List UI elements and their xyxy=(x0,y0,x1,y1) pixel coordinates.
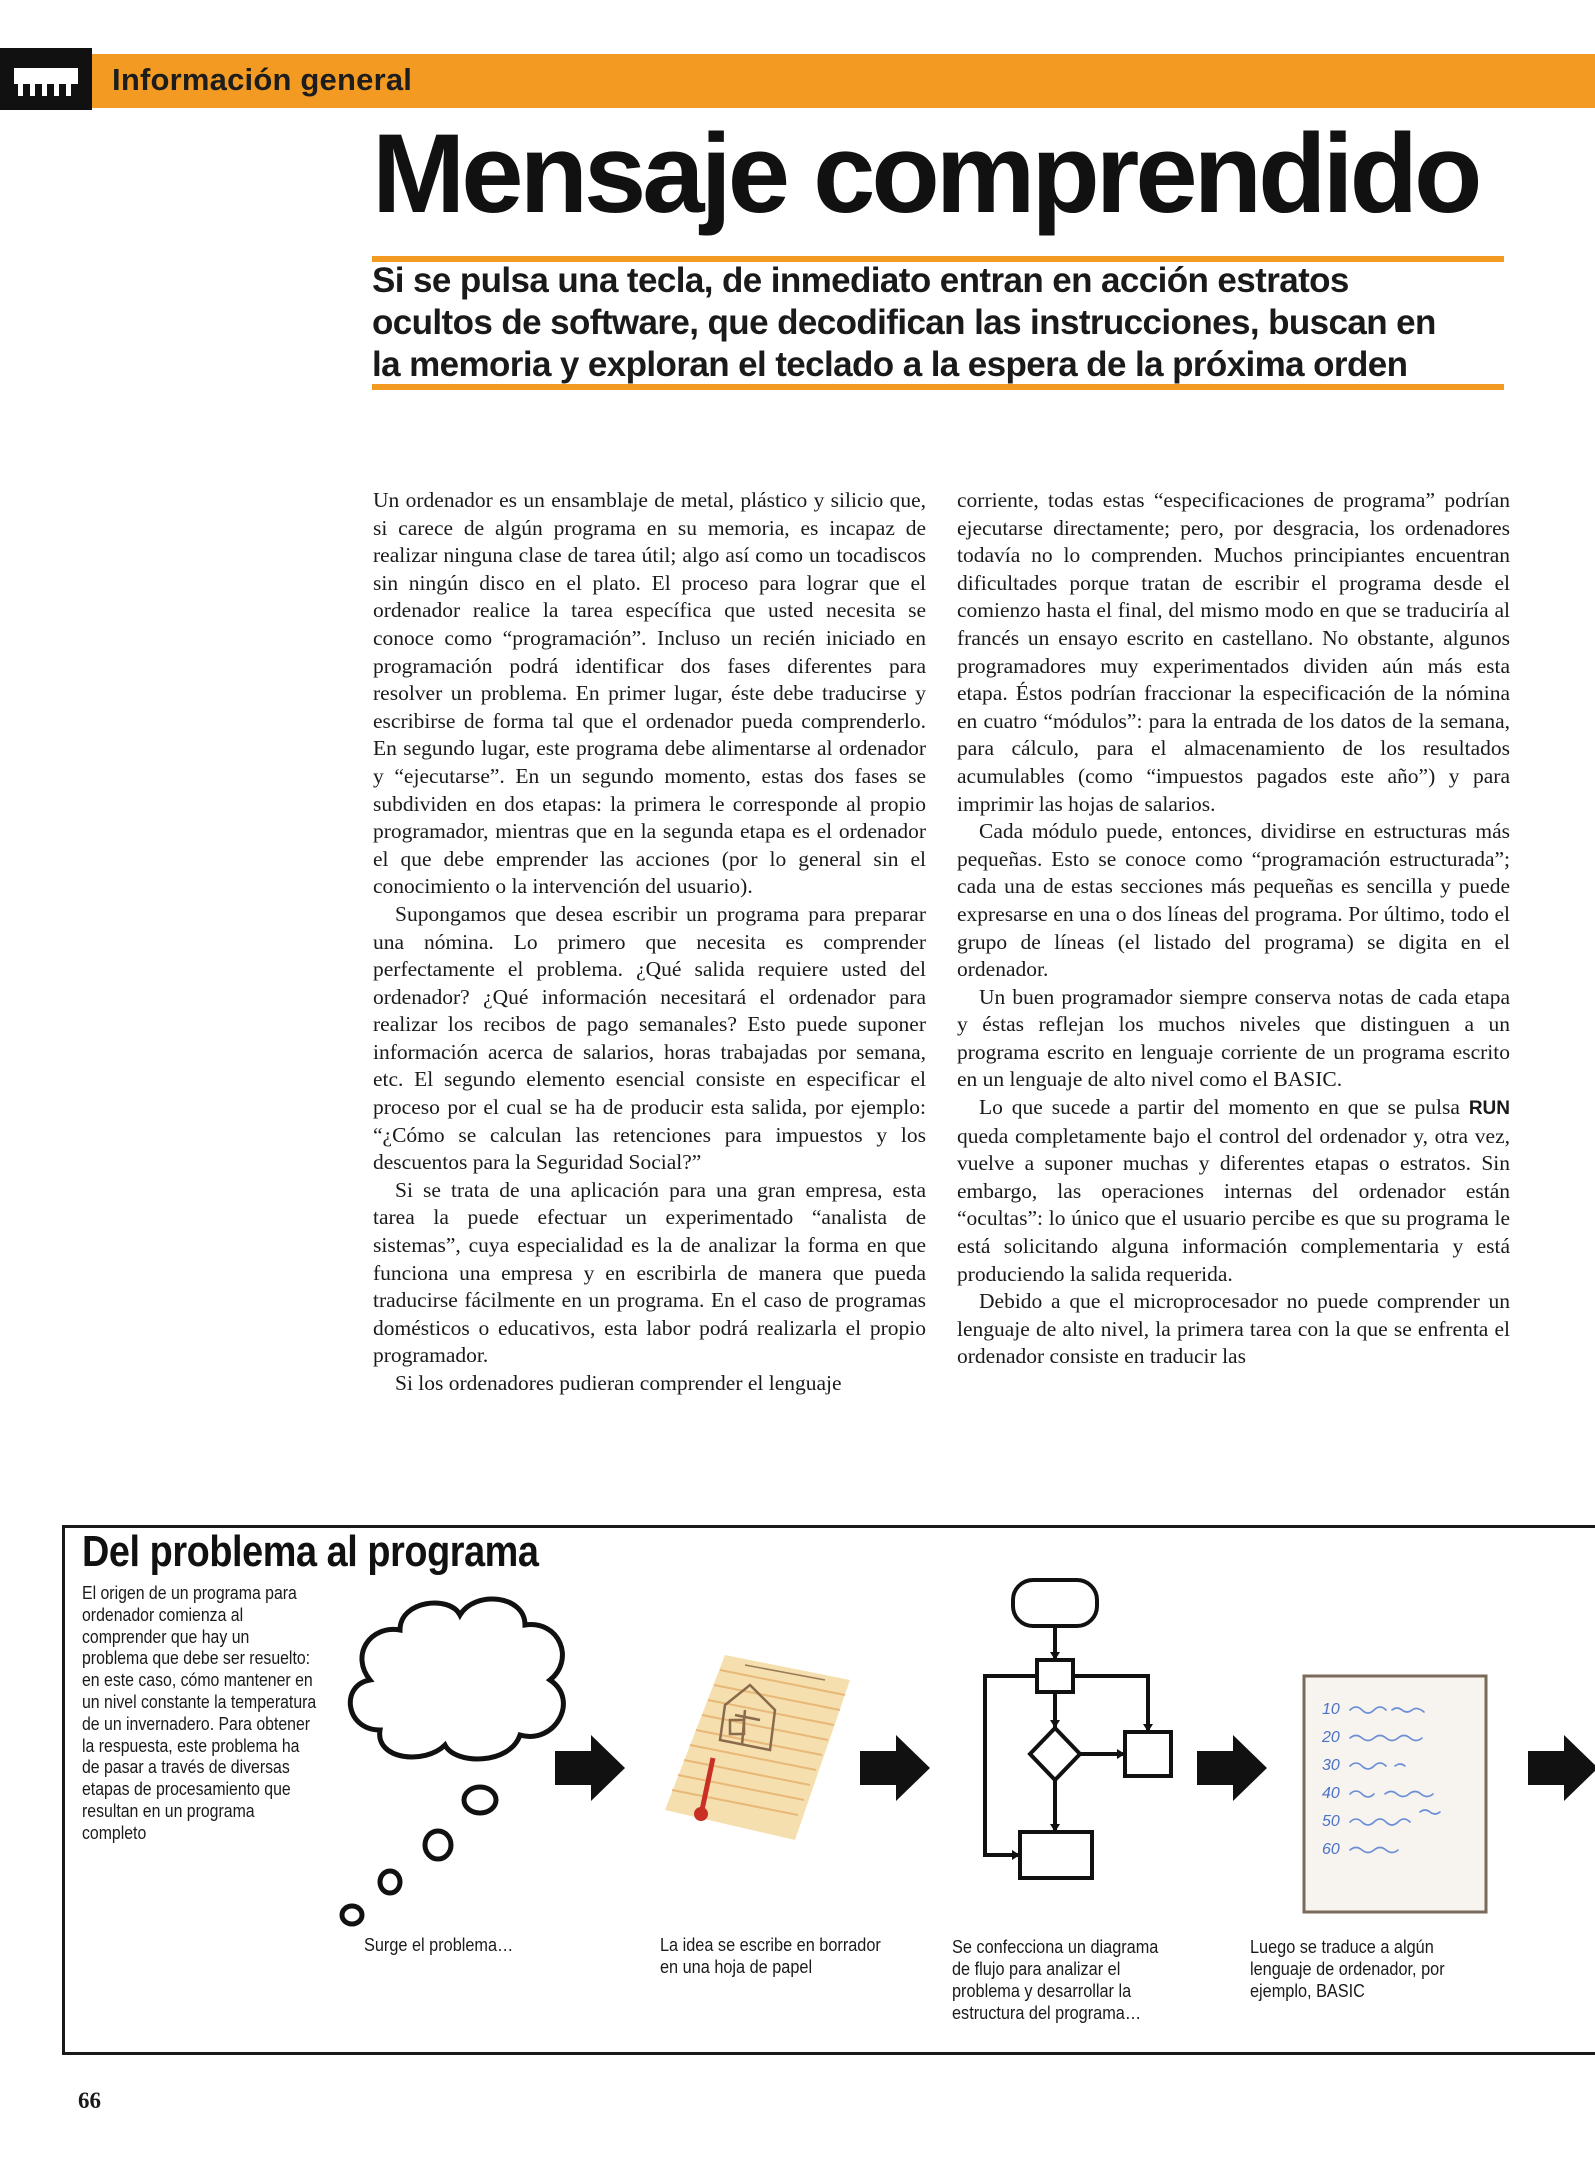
subtitle-line: Si se pulsa una tecla, de inmediato entran en acción estratos xyxy=(372,261,1349,300)
flowchart-illustration xyxy=(970,1570,1180,1890)
paragraph: Lo que sucede a partir del momento en que se pulsa RUN queda completamente bajo el control del ordenador y, otra vez, vuelve a suponer muchas y diferentes etapas o estratos. Sin embargo, las operaciones internas del ordenador están “ocultas”: lo único que el usuario percibe es que su programa le está solicitando alguna información complementaria y está produciendo la salida requerida. xyxy=(957,1095,1510,1286)
article-subtitle xyxy=(372,260,1522,386)
arrow-right-icon xyxy=(860,1735,932,1801)
article-column-right xyxy=(957,487,1510,1371)
caption-step-1: Surge el problema… xyxy=(364,1934,514,1955)
paragraph: Un ordenador es un ensamblaje de metal, plástico y silicio que, si carece de algún programa en su memoria, es incapaz de realizar ninguna clase de tarea útil; algo así como un tocadiscos sin ningún disco en el plato. El proceso para lograr que el ordenador realice la tarea específica que usted necesita se conoce como “programación”. Incluso un recién iniciado en programación podrá identificar dos fases diferentes para resolver un problema. En primer lugar, éste debe traducirse y escribirse de forma tal que el ordenador pueda comprenderlo. En segundo lugar, este programa debe alimentarse al ordenador y “ejecutarse”. En un segundo momento, estas dos fases se subdividen en dos etapas: la primera le corresponde al propio programador, mientras que en la segunda etapa es el ordenador el que debe emprender las acciones (por lo general sin el conocimiento o la intervención del usuario). xyxy=(373,488,926,899)
listing-line-number: 30 xyxy=(1322,1757,1340,1774)
paragraph: Si los ordenadores pudieran comprender el lenguaje xyxy=(395,1371,842,1395)
basic-keyword: BASIC xyxy=(1273,1067,1337,1092)
flowchart-process xyxy=(1037,1660,1073,1692)
listing-line-number: 60 xyxy=(1322,1841,1340,1858)
subtitle-line: ocultos de software, que decodifican las instrucciones, buscan en xyxy=(372,303,1436,342)
listing-line-number: 20 xyxy=(1322,1729,1340,1746)
paragraph: Cada módulo puede, entonces, dividirse en estructuras más pequeñas. Esto se conoce como “programación estructurada”; cada una de estas secciones más pequeñas es sencilla y puede expresarse en una o dos líneas del programa. Por último, todo el grupo de líneas (el listado del programa) se digita en el ordenador. xyxy=(957,819,1510,982)
arrow-right-icon xyxy=(1528,1735,1595,1801)
caption-step-4: Luego se traduce a algún lenguaje de ordenador, por ejemplo, BASIC xyxy=(1250,1936,1445,2001)
flowchart-process xyxy=(1125,1732,1171,1776)
basic-keyword: BASIC xyxy=(1316,1980,1365,2001)
section-label: Información general xyxy=(112,62,413,97)
section-icon xyxy=(0,48,92,110)
paragraph: Un buen programador siempre conserva notas de cada etapa y éstas reflejan los muchos niveles que distinguen a un programa escrito en lenguaje corriente de un programa escrito en un lenguaje de alto nivel como el BASIC. xyxy=(957,984,1510,1092)
listing-line-number: 50 xyxy=(1322,1813,1340,1830)
paragraph: Debido a que el microprocesador no puede comprender un lenguaje de alto nivel, la primera tarea con la que se enfrenta el ordenador consiste en traducir las xyxy=(957,1289,1510,1369)
bubble-icon xyxy=(464,1787,496,1813)
infobox-title: Del problema al programa xyxy=(82,1527,539,1576)
page-title: Mensaje comprendido xyxy=(372,111,1479,236)
flowchart-terminal xyxy=(1013,1580,1097,1626)
article-column-left xyxy=(373,487,926,1398)
bubble-icon xyxy=(342,1906,362,1924)
arrow-right-icon xyxy=(555,1735,627,1801)
cloud-icon xyxy=(350,1599,563,1759)
subtitle-line: la memoria y exploran el teclado a la espera de la próxima orden xyxy=(372,345,1408,384)
program-listing-illustration xyxy=(1300,1672,1490,1917)
listing-line-number: 40 xyxy=(1322,1785,1340,1802)
chip-icon xyxy=(10,62,82,98)
subtitle-bottom-rule xyxy=(372,384,1504,390)
listing-line-number: 10 xyxy=(1322,1701,1340,1718)
paragraph: corriente, todas estas “especificaciones de programa” podrían ejecutarse directamente; pero, por desgracia, los ordenadores todavía no lo comprenden. Muchos principiantes encuentran dificultades porque tratan de escribir el programa desde el comienzo hasta el final, del mismo modo en que se traduciría al francés un ensayo escrito en castellano. No obstante, algunos programadores muy experimentados dividen aún más esta etapa. Éstos podrían fraccionar la especificación de la nómina en cuatro “módulos”: para la entrada de los datos de la semana, para cálculo, para el almacenamiento de los resultados acumulables (como “impuestos pagados este año”) y para imprimir las hojas de salarios. xyxy=(957,488,1510,816)
flowchart-process xyxy=(1020,1832,1092,1878)
page-number: 66 xyxy=(78,2088,101,2113)
infobox-intro: El origen de un programa para ordenador comienza al comprender que hay un problema que debe ser resuelto: en este caso, cómo mantener en un nivel constante la temperatura de un invernadero. Para obtener la respuesta, este problema ha de pasar a través de diversas etapas de procesamiento que resultan en un programa completo xyxy=(82,1583,317,1843)
caption-step-2: La idea se escribe en borrador en una hoja de papel xyxy=(660,1934,881,1977)
paper-sketch-illustration xyxy=(650,1640,860,1850)
flowchart-decision xyxy=(1030,1728,1080,1780)
paragraph: Supongamos que desea escribir un programa para preparar una nómina. Lo primero que necesita es comprender perfectamente el problema. ¿Qué salida requiere usted del ordenador? ¿Qué información necesitará el ordenador para realizar los recibos de pago semanales? Esto puede suponer información acerca de salarios, horas trabajadas por semana, etc. El segundo elemento esencial consiste en especificar el proceso por el cual se ha de producir esta salida, por ejemplo: “¿Cómo se calculan las retenciones para impuestos y los descuentos para la Seguridad Social?” xyxy=(373,901,926,1175)
paragraph: Si se trata de una aplicación para una gran empresa, esta tarea la puede efectuar un experimentado “analista de sistemas”, cuya especialidad es la de analizar la forma en que funciona una empresa y en escribirla de manera que pueda traducirse fácilmente en un programa. En el caso de programas domésticos o educativos, esta labor podrá realizarla el propio programador. xyxy=(373,1177,926,1368)
run-keyword: RUN xyxy=(1468,1098,1510,1120)
caption-step-3: Se confecciona un diagrama de flujo para analizar el problema y desarrollar la estructura del programa… xyxy=(952,1936,1159,2023)
bubble-icon xyxy=(380,1871,400,1893)
bubble-icon xyxy=(425,1831,451,1859)
arrow-right-icon xyxy=(1197,1735,1269,1801)
